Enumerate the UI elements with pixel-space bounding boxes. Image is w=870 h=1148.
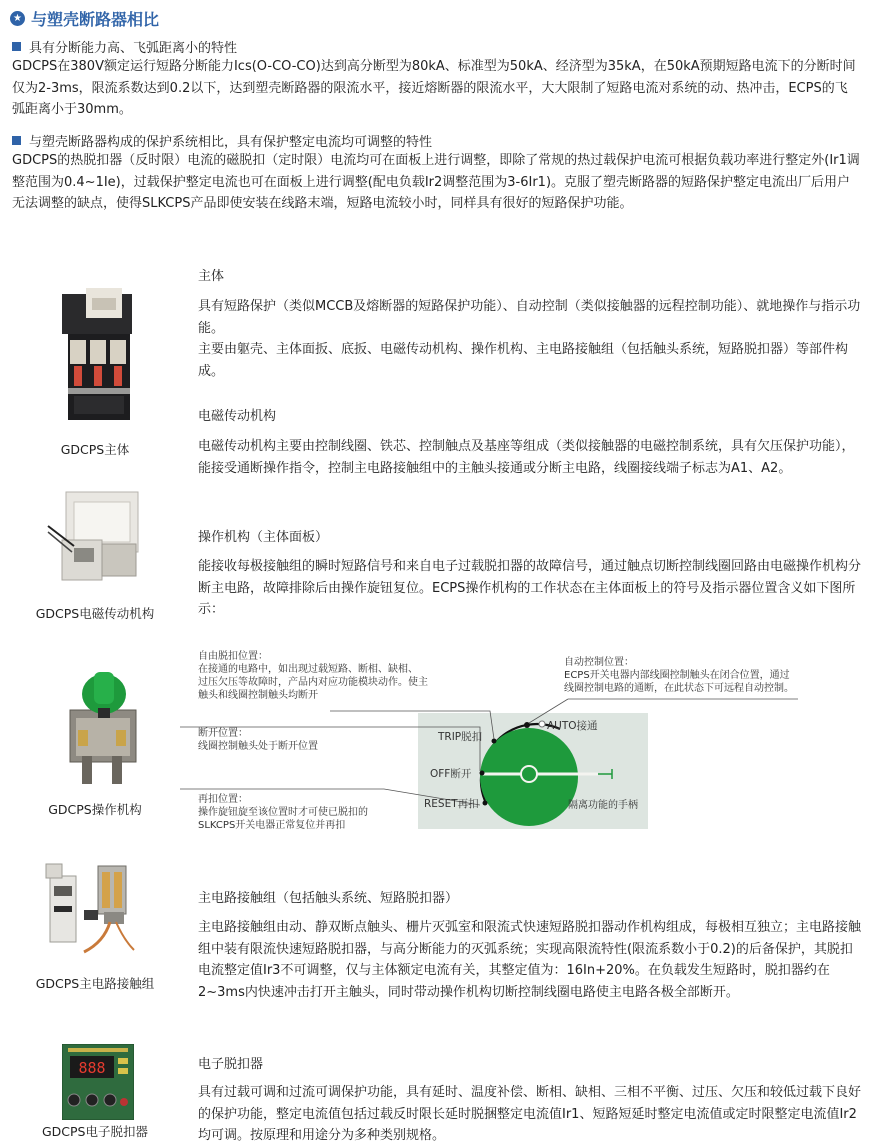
feature-title-1: 具有分断能力高、飞弧距离小的特性 xyxy=(12,37,237,56)
operating-caption: GDCPS操作机构 xyxy=(48,802,142,817)
trip-label: TRIP脱扣 xyxy=(438,731,483,743)
contact-group-photo xyxy=(44,856,154,960)
display-digits: 888 xyxy=(78,1059,106,1077)
electronic-trip-title: 电子脱扣器 xyxy=(198,1057,264,1072)
main-body-title: 主体 xyxy=(198,269,225,284)
free-trip-annotation: 自由脱扣位置： 在接通的电路中，如出现过载短路、断相、缺相、 过压欠压等故障时，产品内对应功能模块动作。使主 触头和线圈控制触头均断开 xyxy=(198,651,428,701)
operating-title: 操作机构（主体面板） xyxy=(198,530,329,545)
main-body-desc-1: 具有短路保护（类似MCCB及熔断器的短路保护功能）、自动控制（类似接触器的远程控制功能）、就地操作与指示功能。 xyxy=(198,299,861,336)
square-bullet-icon xyxy=(12,136,21,145)
feature-title-2: 与塑壳断路器构成的保护系统相比，具有保护整定电流均可调整的特性 xyxy=(12,131,432,150)
reset-label: RESET再扣 xyxy=(424,798,479,810)
electronic-trip-desc: 具有过载可调和过流可调保护功能，具有延时、温度补偿、断相、缺相、三相不平衡、过压、欠压和较低过载下良好的保护功能，整定电流值包括过载反时限长延时脱捆整定电流值Ir1、短路短延时整定电流值或定时限整定电流值Ir2均可调。按原理和用途分为多种类别规格。 xyxy=(198,1085,862,1144)
star-icon: ★ xyxy=(10,11,25,26)
main-body-desc-2: 主要由躯壳、主体面扳、底扳、电磁传动机构、操作机构、主电路接触组（包括触头系统，短路脱扣器）等部件构成。 xyxy=(198,342,849,379)
electronic-trip-caption: GDCPS电子脱扣器 xyxy=(41,1124,148,1139)
electronic-trip-photo xyxy=(62,1044,134,1120)
feature-body-2: GDCPS的热脱扣器（反时限）电流的磁脱扣（定时限）电流均可在面板上进行调整，即除了常规的热过载保护电流可根据负载功率进行整定外(Ir1调整范围为0.4~1Ie)，过载保护整定电流也可在面板上进行调整(配电负载Ir2调整范围为3-6Ir1)。克服了塑壳断路器的短路保护整定电流出厂后用户无法调整的缺点，使得SLKCPS产品即使安装在线路末端，短路电流较小时，同样具有很好的短路保护功能。 xyxy=(12,153,860,212)
electromagnetic-title: 电磁传动机构 xyxy=(198,409,277,424)
contact-group-caption: GDCPS主电路接触组 xyxy=(35,976,155,991)
electromagnetic-desc: 电磁传动机构主要由控制线圈、铁芯、控制触点及基座等组成（类似接触器的电磁控制系统，具有欠压保护功能），能接受通断操作指令，控制主电路接触组中的主触头接通或分断主电路，线圈接线端子标志为A1、A2。 xyxy=(198,439,855,476)
square-bullet-icon xyxy=(12,42,21,51)
operating-desc: 能接收每极接触组的瞬时短路信号和来自电子过载脱扣器的故障信号，通过触点切断控制线圈回路由电磁操作机构分断主电路，故障排除后由操作旋钮复位。ECPS操作机构的工作状态在主体面板上的符号及指示器位置含义如下图所示： xyxy=(198,559,862,618)
feature-body-1: GDCPS在380V额定运行短路分断能力Ics(O-CO-CO)达到高分断型为80kA、标准型为50kA、经济型为35kA，在50kA预期短路电流下的分断时间仅为2-3ms，限流系数达到0.2以下，达到塑壳断路器的限流水平，接近熔断器的限流水平，大大限制了短路电流对系统的动、热冲击，ECPS的飞弧距离小于30mm。 xyxy=(12,59,856,118)
electromagnetic-caption: GDCPS电磁传动机构 xyxy=(35,606,155,621)
heading-text: 与塑壳断路器相比 xyxy=(31,9,160,29)
off-annotation: 断开位置： 线圈控制触头处于断开位置 xyxy=(198,728,318,752)
contact-group-desc: 主电路接触组由动、静双断点触头、栅片灭弧室和限流式快速短路脱扣器动作机构组成，每极相互独立；主电路接触组中装有限流快速短路脱扣器，与高分断能力的灭弧系统；实现高限流特性(限流系数小于0.2)的后备保护，其脱扣电流整定值Ir3不可调整，仅与主体额定电流有关，其整定值为：16In+20%。在负载发生短路时，脱扣器约在2~3ms内快速冲击打开主触头，同时带动操作机构切断控制线圈电路使主电路各极全部断开。 xyxy=(198,920,862,1001)
operating-mechanism-photo xyxy=(56,664,148,788)
section-heading xyxy=(10,6,159,30)
off-label: OFF断开 xyxy=(430,768,472,780)
electromagnetic-photo xyxy=(44,486,154,586)
reset-annotation: 再扣位置： 操作旋钮旋至该位置时才可使已脱扣的 SLKCPS开关电器正常复位并再扣 xyxy=(198,794,368,831)
handle-label: 隔离功能的手柄 xyxy=(568,800,638,811)
main-body-photo xyxy=(52,284,148,424)
main-body-caption: GDCPS主体 xyxy=(60,442,130,457)
auto-ring xyxy=(539,721,545,727)
auto-label: AUTO接通 xyxy=(547,720,598,732)
contact-group-title: 主电路接触组（包括触头系统、短路脱扣器） xyxy=(198,891,459,906)
auto-control-annotation: 自动控制位置： ECPS开关电器内部线圈控制触头在闭合位置，通过 线圈控制电路的通断，在此状态下可远程自动控制。 xyxy=(564,657,794,694)
